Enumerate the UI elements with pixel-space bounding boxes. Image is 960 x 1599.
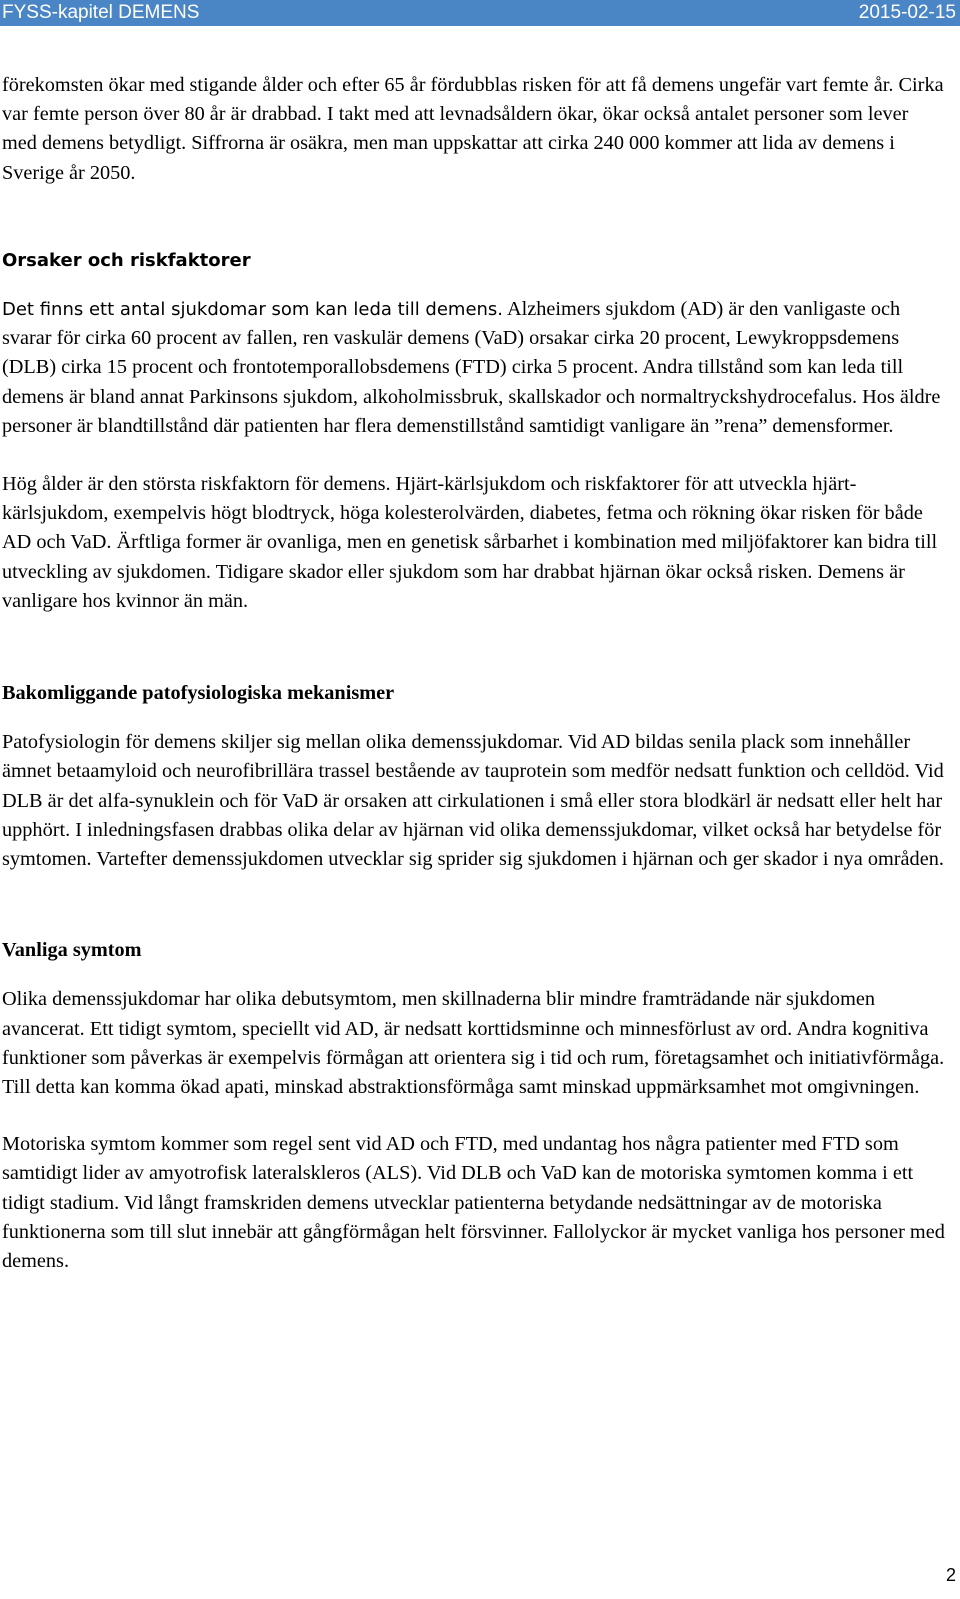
causes-paragraph-2: Hög ålder är den största riskfaktorn för demens. Hjärt-kärlsjukdom och riskfaktorer för att utveckla hjärt-kärlsjukdom, exempelvis högt blodtryck, höga kolesterolvärden, diabetes, fetma och rökning ökar risken för både AD och VaD. Ärftliga former är ovanliga, men en genetisk sårbarhet i kombination med miljöfaktorer kan bidra till utveckling av sjukdomen. Tidigare skador eller sjukdom som har drabbat hjärnan ökar också risken. Demens är vanligare hos kvinnor än män.: [2, 473, 938, 612]
mechanisms-paragraph: Patofysiologin för demens skiljer sig mellan olika demenssjukdomar. Vid AD bildas senila plack som innehåller ämnet betaamyloid och neurofibrillära trassel bestående av tauprotein som medför nedsatt funktion och celldöd. Vid DLB är det alfa-synuklein och för VaD är orsaken att cirkulationen i små eller stora blodkärl är nedsatt eller helt har upphört. I inledningsfasen drabbas olika delar av hjärnan vid olika demenssjukdomar, vilket också har betydelse för symtomen. Vartefter demenssjukdomen utvecklar sig sprider sig sjukdomen i hjärnan och ger skador i nya områden.: [2, 731, 944, 871]
document-body: [2, 71, 947, 1276]
symptoms-paragraph-1: Olika demenssjukdomar har olika debutsymtom, men skillnaderna blir mindre framträdande när sjukdomen avancerat. Ett tidigt symtom, speciellt vid AD, är nedsatt korttidsminne och minnesförlust av ord. Andra kognitiva funktioner som påverkas är exempelvis förmågan att orientera sig i tid och rum, företagsamhet och initiativförmåga. Till detta kan komma ökad apati, minskad abstraktionsförmåga samt minskad uppmärksamhet mot omgivningen.: [2, 988, 945, 1099]
causes-paragraph-1: [2, 295, 947, 441]
causes-paragraph-1-body: Alzheimers sjukdom (AD) är den vanligaste och svarar för cirka 60 procent av fallen, ren vaskulär demens (VaD) orsakar cirka 20 procent, Lewykroppsdemens (DLB) cirka 15 procent och frontotemporallobsdemens (FTD) cirka 5 procent. Andra tillstånd som kan leda till demens är bland annat Parkinsons sjukdom, alkoholmissbruk, skallskador och normaltryckshydrocefalus. Hos äldre personer är blandtillstånd där patienten har flera demenstillstånd samtidigt vanligare än ”rena” demensformer.: [2, 298, 941, 437]
symptoms-paragraph-2: Motoriska symtom kommer som regel sent vid AD och FTD, med undantag hos några patienter med FTD som samtidigt lider av amyotrofisk lateralskleros (ALS). Vid DLB och VaD kan de motoriska symtomen komma i ett tidigt stadium. Vid långt framskriden demens utvecklar patienterna betydande nedsättningar av de motoriska funktionerna som till slut innebär att gångförmågan helt försvinner. Fallolyckor är mycket vanliga hos personer med demens.: [2, 1133, 945, 1273]
section-heading-mechanisms: Bakomliggande patofysiologiska mekanismer: [2, 682, 395, 705]
causes-paragraph-1-lead: Det finns ett antal sjukdomar som kan leda till demens.: [2, 299, 504, 321]
document-title: FYSS-kapitel DEMENS: [2, 2, 200, 23]
page-header: [0, 0, 960, 26]
section-heading-symptoms: Vanliga symtom: [2, 939, 142, 962]
document-date: 2015-02-15: [858, 2, 956, 23]
intro-paragraph: förekomsten ökar med stigande ålder och efter 65 år fördubblas risken för att få demens ungefär vart femte år. Cirka var femte person över 80 år är drabbad. I takt med att levnadsåldern ökar, ökar också antalet personer som lever med demens betydligt. Siffrorna är osäkra, men man uppskattar att cirka 240 000 kommer att lida av demens i Sverige år 2050.: [2, 74, 944, 184]
page-number: 2: [945, 1565, 956, 1585]
section-heading-causes: Orsaker och riskfaktorer: [2, 249, 251, 271]
